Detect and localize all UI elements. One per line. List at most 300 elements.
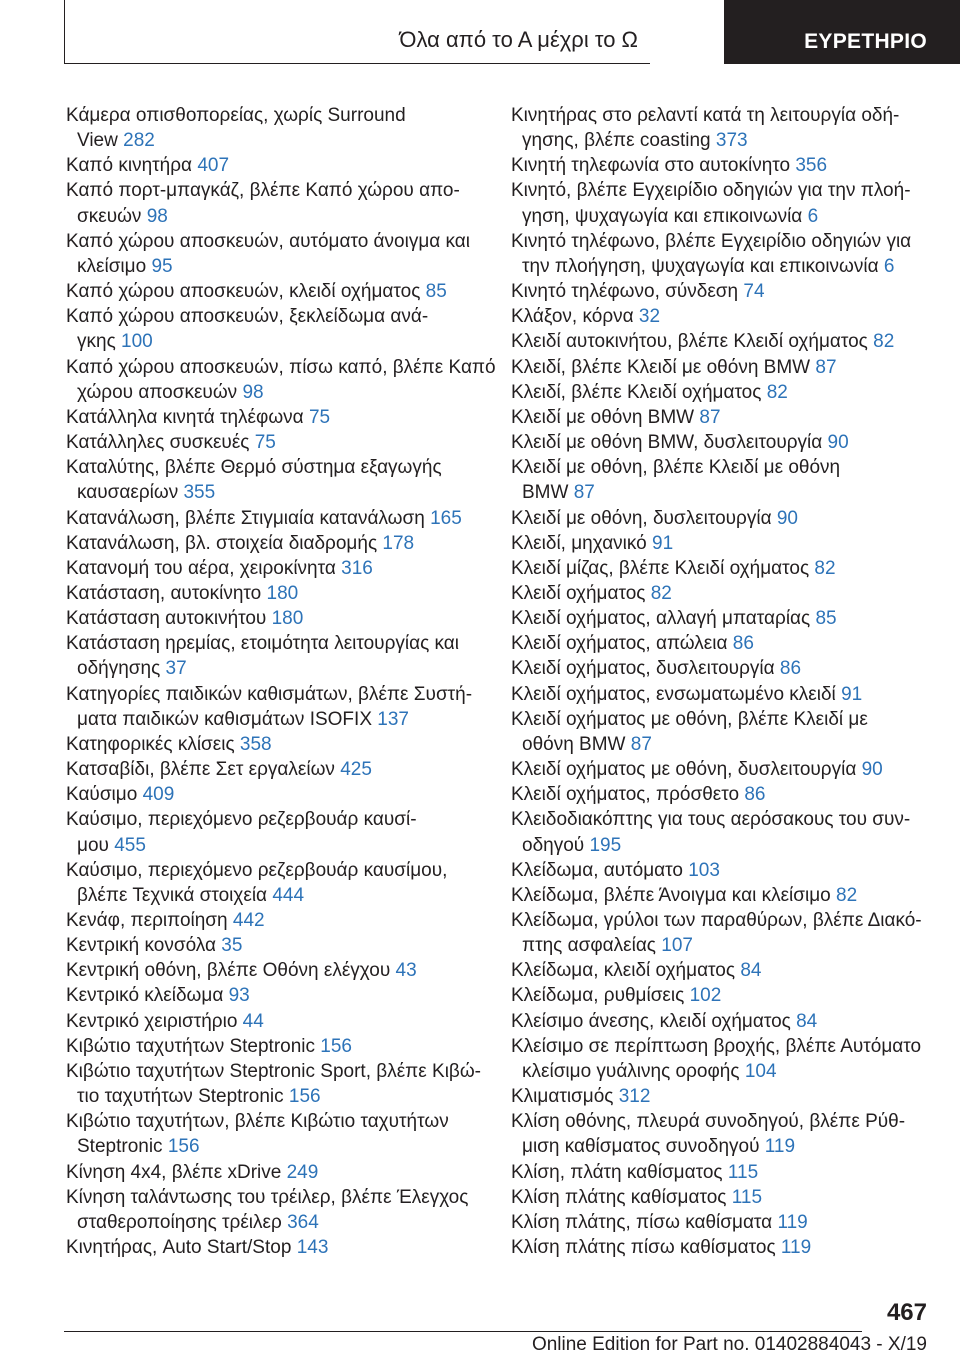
index-page-link[interactable]: 119 [764, 1136, 796, 1158]
index-entry-text [511, 329, 931, 354]
index-entry [511, 355, 931, 380]
index-entry-text: Κλειδί με οθόνη, βλέπε Κλειδί με οθόνη [511, 457, 841, 479]
index-entry-text: Καπό χώρου αποσκευών, πίσω καπό, βλέπε Καπό [66, 356, 496, 378]
index-page-link[interactable]: 82 [873, 331, 895, 353]
index-entry-text [511, 380, 931, 405]
index-entry-term: Κλείδωμα, ρυθμίσεις [511, 985, 685, 1007]
index-page-link[interactable]: 85 [425, 281, 447, 303]
index-entry [66, 430, 486, 455]
index-entry [66, 958, 486, 983]
index-entry-term: Κεντρικό κλείδωμα [66, 985, 224, 1007]
index-page-link[interactable]: 165 [430, 507, 462, 529]
index-entry [511, 279, 931, 304]
index-page-link[interactable]: 103 [688, 859, 720, 881]
index-page-link[interactable]: 364 [287, 1211, 319, 1233]
index-entry-text [66, 1210, 486, 1235]
index-page-link[interactable]: 143 [296, 1237, 329, 1259]
index-entry [66, 1059, 486, 1109]
index-entry-term: γησης, βλέπε coasting [522, 130, 711, 152]
index-entry-term: Κλίση πλάτης, πίσω καθίσματα [511, 1211, 773, 1233]
index-column-left [66, 103, 496, 1260]
index-page-link[interactable]: 356 [795, 155, 828, 177]
index-entry [511, 908, 931, 958]
index-entry-text [511, 254, 931, 279]
index-entry-term: Κατηφορικές κλίσεις [66, 733, 235, 755]
index-entry [66, 103, 486, 153]
index-entry-term: σταθεροποίησης τρέιλερ [77, 1211, 282, 1233]
index-entry [511, 329, 931, 354]
index-entry-text [66, 1160, 486, 1185]
index-entry-term: μου [77, 834, 109, 856]
index-entry-text: Κιβώτιο ταχυτήτων Steptronic Sport, βλέπε Κιβώ- [66, 1060, 482, 1082]
index-page-link[interactable]: 82 [814, 557, 836, 579]
index-page-link[interactable]: 178 [382, 532, 415, 554]
index-entry [66, 983, 486, 1008]
index-entry [66, 304, 486, 354]
index-entry-term: Κατανομή του αέρα, χειροκίνητα [66, 557, 336, 579]
index-page-link[interactable]: 137 [377, 708, 409, 730]
index-entry-text [66, 656, 486, 681]
index-entry [511, 103, 931, 153]
index-entry-term: πτης ασφαλείας [522, 935, 656, 957]
index-entry [66, 1034, 486, 1059]
index-page-link[interactable]: 95 [151, 255, 173, 277]
index-entry-text [511, 782, 931, 807]
index-entry-text [511, 682, 931, 707]
index-entry [511, 807, 931, 857]
index-entry-term: οθόνη BMW [522, 733, 626, 755]
index-entry-text: Καύσιμο, περιεχόμενο ρεζερβουάρ καυσί- [66, 809, 417, 831]
index-entry-text [66, 1034, 486, 1059]
index-entry-term: Κατάσταση αυτοκινήτου [66, 608, 267, 630]
index-entry-term: Κατσαβίδι, βλέπε Σετ εργαλείων [66, 759, 335, 781]
index-entry-text [66, 279, 486, 304]
index-entry-text [511, 1009, 931, 1034]
index-entry-text [511, 1084, 931, 1109]
index-entry-text [511, 1160, 931, 1185]
index-entry-text: Καύσιμο, περιεχόμενο ρεζερβουάρ καυσίμου, [66, 859, 448, 881]
index-entry-text [511, 405, 931, 430]
index-entry-text [66, 380, 486, 405]
index-entry-text [511, 480, 931, 505]
index-entry-term: γηση, ψυχαγωγία και επικοινωνία [522, 205, 803, 227]
index-entry-text [66, 732, 486, 757]
index-page-link[interactable]: 35 [221, 935, 243, 957]
index-entry-text [511, 1134, 931, 1159]
index-entry-term: Κλειδί οχήματος, απώλεια [511, 633, 728, 655]
index-entry [66, 405, 486, 430]
index-entry [511, 1084, 931, 1109]
index-page-link[interactable]: 6 [807, 205, 819, 227]
index-entry-text: Κινητό τηλέφωνο, βλέπε Εγχειρίδιο οδηγιών για [511, 230, 912, 252]
index-entry [66, 506, 486, 531]
index-entry-term: Κατάλληλα κινητά τηλέφωνα [66, 406, 304, 428]
index-entry [66, 153, 486, 178]
index-entry-text [511, 1185, 931, 1210]
index-entry-term: Καπό χώρου αποσκευών, κλειδί οχήματος [66, 281, 421, 303]
index-page-link[interactable]: 107 [661, 935, 693, 957]
index-entry-term: Κλειδί οχήματος, ενσωματωμένο κλειδί [511, 683, 836, 705]
index-page-link[interactable]: 32 [638, 306, 661, 328]
index-entry-text: Κατάσταση ηρεμίας, ετοιμότητα λειτουργίας και [66, 633, 459, 655]
index-entry-text [66, 1235, 486, 1260]
index-entry [66, 732, 486, 757]
index-entry-term: Κλειδί οχήματος, πρόσθετο [511, 784, 740, 806]
index-page-link[interactable]: 85 [815, 608, 837, 630]
index-page-link[interactable]: 84 [740, 960, 762, 982]
index-page-link[interactable]: 425 [340, 759, 372, 781]
index-entry-term: Κεντρικό χειριστήριο [66, 1010, 238, 1032]
index-entry-text [511, 1210, 931, 1235]
index-entry-term: Κλίση πλάτης καθίσματος [511, 1186, 727, 1208]
index-page-link[interactable]: 282 [123, 130, 155, 152]
index-entry-text [511, 958, 931, 983]
index-entry-term: Κατανάλωση, βλέπε Στιγμιαία κατανάλωση [66, 507, 425, 529]
index-page-link[interactable]: 82 [836, 884, 858, 906]
index-entry [66, 1109, 486, 1159]
index-entry [511, 1160, 931, 1185]
index-page-link[interactable]: 180 [266, 582, 299, 604]
index-entry-term: Καπό κινητήρα [66, 155, 193, 177]
index-entry-term: οδηγού [522, 834, 585, 856]
index-entry-term: BMW [522, 482, 569, 504]
index-page-link[interactable]: 358 [239, 733, 272, 755]
index-entry-term: την πλοήγηση, ψυχαγωγία και επικοινωνία [522, 255, 879, 277]
index-page-link[interactable]: 82 [766, 381, 788, 403]
index-entry-term: Κλάξον, κόρνα [511, 306, 634, 328]
index-entry [66, 908, 486, 933]
index-entry-term: Κατάλληλες συσκευές [66, 432, 250, 454]
index-entry-text [66, 556, 486, 581]
index-entry [511, 229, 931, 279]
index-entry [511, 1109, 931, 1159]
index-entry [511, 1235, 931, 1260]
index-entry [511, 1009, 931, 1034]
index-entry-text: Κλείδωμα, γρύλοι των παραθύρων, βλέπε Διακό- [511, 910, 922, 931]
index-entry-text: Κλείσιμο σε περίπτωση βροχής, βλέπε Αυτόματο [511, 1035, 922, 1057]
index-entry-text [66, 153, 486, 178]
index-entry-term: καυσαερίων [77, 482, 179, 504]
index-entry-text: Κινητό, βλέπε Εγχειρίδιο οδηγιών για την πλοή- [511, 180, 911, 202]
index-entry-term: Κλειδί οχήματος [511, 582, 646, 604]
index-entry-text [66, 254, 486, 279]
index-entry [66, 178, 486, 228]
index-page-link[interactable]: 6 [883, 255, 895, 277]
header-title: Όλα από το Α μέχρι το Ω [399, 27, 638, 52]
header-section-band [724, 0, 960, 64]
index-entry-text: Κάμερα οπισθοπορείας, χωρίς Surround [66, 105, 406, 126]
index-page-link[interactable]: 43 [395, 960, 417, 982]
index-entry-text [66, 883, 486, 908]
index-entry-text [66, 983, 486, 1008]
index-page-link[interactable]: 102 [689, 985, 722, 1007]
index-page-link[interactable]: 86 [732, 633, 754, 655]
index-entry-text: Κλίση οθόνης, πλευρά συνοδηγού, βλέπε Ρύθ- [511, 1111, 906, 1133]
index-page-link[interactable]: 98 [242, 381, 264, 403]
index-entry-text [66, 430, 486, 455]
index-entry-term: οδήγησης [77, 658, 161, 680]
index-entry-text: Κλειδί οχήματος με οθόνη, βλέπε Κλειδί με [511, 708, 868, 730]
index-page-link[interactable]: 373 [715, 130, 748, 152]
index-entry-term: Κλειδί με οθόνη, δυσλειτουργία [511, 507, 772, 529]
index-entry [511, 782, 931, 807]
index-page-link[interactable]: 44 [242, 1010, 264, 1032]
index-entry-text [66, 782, 486, 807]
index-entry-text [511, 631, 931, 656]
index-entry-text [66, 581, 486, 606]
index-page-link[interactable]: 444 [272, 884, 305, 906]
index-page-link[interactable]: 87 [630, 733, 652, 755]
index-entry-text [511, 153, 931, 178]
index-entry-text [66, 329, 486, 354]
index-entry [511, 656, 931, 681]
index-page-link[interactable]: 316 [341, 557, 373, 579]
index-entry-term: Κεντρική οθόνη, βλέπε Οθόνη ελέγχου [66, 960, 391, 982]
index-entry-text [511, 757, 931, 782]
index-entry-text [66, 933, 486, 958]
index-entry-term: Κεντρική κονσόλα [66, 935, 216, 957]
index-page-link[interactable]: 407 [197, 155, 230, 177]
index-entry-term: Κλίση πλάτης πίσω καθίσματος [511, 1237, 776, 1259]
index-entry-term: Κιβώτιο ταχυτήτων Steptronic [66, 1035, 316, 1057]
index-entry-text [511, 204, 931, 229]
index-page-link[interactable]: 115 [731, 1186, 763, 1208]
index-entry-text: Κινητήρας στο ρελαντί κατά τη λειτουργία οδή- [511, 105, 900, 126]
index-entry-text: Κίνηση ταλάντωσης του τρέιλερ, βλέπε Έλεγχος [66, 1186, 469, 1208]
index-entry [511, 455, 931, 505]
index-entry [511, 983, 931, 1008]
index-entry [66, 606, 486, 631]
index-entry-text [511, 556, 931, 581]
index-entry-text [511, 732, 931, 757]
index-page-link[interactable]: 75 [308, 406, 331, 428]
index-entry-term: Κλειδί, βλέπε Κλειδί οχήματος [511, 381, 762, 403]
index-entry-term: Κίνηση 4x4, βλέπε xDrive [66, 1161, 282, 1183]
index-page-link[interactable]: 90 [776, 507, 798, 529]
index-entry-text [66, 204, 486, 229]
index-entry-term: Κινητήρας, Auto Start/Stop [66, 1237, 292, 1259]
index-entry-text: Κατηγορίες παιδικών καθισμάτων, βλέπε Συστή- [66, 683, 473, 705]
index-entry [511, 883, 931, 908]
index-entry [66, 858, 486, 908]
index-entry-text [511, 933, 931, 958]
index-page-link[interactable]: 82 [650, 582, 672, 604]
index-entry-text [511, 606, 931, 631]
index-page-link[interactable]: 355 [183, 482, 216, 504]
index-entry-text [66, 405, 486, 430]
index-entry-text [66, 1134, 486, 1159]
footer-edition-text: Online Edition for Part no. 01402884043 - X/19 [531, 1334, 927, 1355]
index-page-link[interactable]: 87 [699, 406, 721, 428]
index-entry-term: Κλειδί οχήματος, δυσλειτουργία [511, 658, 775, 680]
index-entry-term: κλείσιμο [77, 255, 147, 277]
index-entry-text [66, 1084, 486, 1109]
index-entry-text [66, 757, 486, 782]
index-page-link[interactable]: 100 [121, 331, 153, 353]
index-entry-term: Κλείδωμα, κλειδί οχήματος [511, 960, 736, 982]
index-page-link[interactable]: 93 [228, 985, 250, 1007]
index-entry-term: View [77, 130, 118, 152]
header-title-box [64, 0, 650, 64]
index-page-link[interactable]: 86 [744, 784, 766, 806]
index-page-link[interactable]: 455 [114, 834, 146, 856]
index-page-link[interactable]: 84 [796, 1010, 818, 1032]
index-column-right [511, 103, 931, 1260]
index-page-link[interactable]: 156 [320, 1035, 352, 1057]
index-entry-term: Κατανάλωση, βλ. στοιχεία διαδρομής [66, 532, 378, 554]
index-entry [66, 531, 486, 556]
index-entry [511, 531, 931, 556]
index-entry [66, 682, 486, 732]
index-entry-term: ματα παιδικών καθισμάτων ISOFIX [77, 708, 372, 730]
index-page-link[interactable]: 119 [777, 1211, 808, 1233]
index-page-link[interactable]: 87 [815, 356, 837, 378]
index-entry [511, 1185, 931, 1210]
index-entry-term: γκης [77, 331, 116, 353]
index-entry-text [511, 279, 931, 304]
index-entry [511, 858, 931, 883]
index-entry-text [66, 707, 486, 732]
index-entry-term: Κλιματισμός [511, 1086, 614, 1108]
index-entry-term: βλέπε Τεχνικά στοιχεία [77, 884, 268, 906]
index-page-link[interactable]: 156 [167, 1136, 200, 1158]
index-page-link[interactable]: 442 [232, 910, 265, 931]
index-entry-text [66, 1009, 486, 1034]
index-page-link[interactable]: 75 [254, 432, 276, 454]
index-entry [66, 1185, 486, 1235]
index-page-link[interactable]: 90 [827, 432, 849, 454]
index-entry [511, 1210, 931, 1235]
index-page-link[interactable]: 37 [165, 658, 187, 680]
index-entry [511, 1034, 931, 1084]
index-entry [511, 682, 931, 707]
index-entry-term: Κλείσιμο άνεσης, κλειδί οχήματος [511, 1010, 791, 1032]
index-entry [66, 455, 486, 505]
index-entry [511, 556, 931, 581]
index-entry-term: σκευών [77, 205, 142, 227]
index-entry-term: μιση καθίσματος συνοδηγού [522, 1136, 760, 1158]
index-entry [511, 631, 931, 656]
index-entry-text [66, 128, 486, 153]
index-page-link[interactable]: 312 [618, 1086, 651, 1108]
index-entry-term: Steptronic [77, 1136, 163, 1158]
index-entry [66, 933, 486, 958]
index-entry [511, 506, 931, 531]
index-entry-text [511, 531, 931, 556]
index-entry-text [66, 480, 486, 505]
index-entry-term: Κλειδί, βλέπε Κλειδί με οθόνη BMW [511, 356, 811, 378]
index-entry-term: Κλειδί, μηχανικό [511, 532, 647, 554]
index-entry-term: Κλειδί με οθόνη BMW, δυσλειτουργία [511, 432, 823, 454]
index-entry-text [511, 304, 931, 329]
index-entry-term: Καύσιμο [66, 784, 138, 806]
index-entry [511, 757, 931, 782]
index-entry [511, 380, 931, 405]
index-page-link[interactable]: 86 [779, 658, 802, 680]
index-entry-term: Κενάφ, περιποίηση [66, 910, 228, 931]
index-entry-term: Κλείδωμα, βλέπε Άνοιγμα και κλείσιμο [511, 884, 831, 906]
index-entry-text [511, 1235, 931, 1260]
index-entry-text [66, 531, 486, 556]
index-entry-term: Κατάσταση, αυτοκίνητο [66, 582, 262, 604]
index-entry-text [66, 506, 486, 531]
index-page-link[interactable]: 91 [652, 532, 674, 554]
header-section-label: ΕΥΡΕΤΗΡΙΟ [804, 30, 927, 53]
index-entry [66, 757, 486, 782]
index-entry [66, 279, 486, 304]
index-entry [511, 178, 931, 228]
index-page-link[interactable]: 87 [573, 482, 595, 504]
index-entry [66, 807, 486, 857]
index-entry [511, 304, 931, 329]
index-entry-term: κλείσιμο γυάλινης οροφής [522, 1060, 740, 1082]
index-page-link[interactable]: 91 [841, 683, 863, 705]
index-entry-text: Καπό πορτ-μπαγκάζ, βλέπε Καπό χώρου απο- [66, 180, 460, 202]
index-entry-text: Καπό χώρου αποσκευών, αυτόματο άνοιγμα και [66, 230, 471, 252]
index-entry [66, 1160, 486, 1185]
index-page-link[interactable]: 249 [286, 1161, 319, 1183]
index-entry-term: Κλίση, πλάτη καθίσματος [511, 1161, 723, 1183]
index-entry [66, 556, 486, 581]
index-page-link[interactable]: 156 [288, 1086, 321, 1108]
index-entry-text [511, 506, 931, 531]
index-entry [66, 229, 486, 279]
index-entry [66, 1009, 486, 1034]
index-entry [66, 355, 496, 405]
index-entry [511, 405, 931, 430]
index-entry-term: τιο ταχυτήτων Steptronic [77, 1086, 284, 1108]
index-entry-term: Κλείδωμα, αυτόματο [511, 859, 683, 881]
index-entry-text [511, 430, 931, 455]
index-entry-term: Κλειδί αυτοκινήτου, βλέπε Κλειδί οχήματος [511, 331, 868, 353]
index-page-link[interactable]: 104 [744, 1060, 777, 1082]
index-entry [66, 631, 486, 681]
index-page-link[interactable]: 90 [861, 759, 883, 781]
index-entry-text [511, 128, 931, 153]
index-entry [511, 958, 931, 983]
index-entry-term: Κινητό τηλέφωνο, σύνδεση [511, 281, 739, 303]
index-entry-text [511, 1059, 931, 1084]
index-page-link[interactable]: 115 [727, 1161, 759, 1183]
index-page-link[interactable]: 98 [146, 205, 168, 227]
index-page-link[interactable]: 409 [142, 784, 175, 806]
index-entry-text: Κιβώτιο ταχυτήτων, βλέπε Κιβώτιο ταχυτήτων [66, 1111, 449, 1133]
index-entry-text [66, 833, 486, 858]
index-entry-text [511, 833, 931, 858]
index-page-link[interactable]: 195 [589, 834, 622, 856]
index-page-link[interactable]: 180 [271, 608, 304, 630]
index-entry [66, 1235, 486, 1260]
index-entry-text [66, 606, 486, 631]
index-entry [66, 581, 486, 606]
index-entry [66, 782, 486, 807]
index-entry-text: Κλειδοδιακόπτης για τους αερόσακους του συν- [511, 809, 911, 831]
index-entry-term: Κινητή τηλεφωνία στο αυτοκίνητο [511, 155, 791, 177]
index-entry [511, 581, 931, 606]
index-entry-text [66, 958, 486, 983]
index-page-link[interactable]: 119 [780, 1237, 812, 1259]
index-entry-text [66, 908, 486, 933]
index-entry-term: Κλειδί οχήματος με οθόνη, δυσλειτουργία [511, 759, 857, 781]
index-entry [511, 153, 931, 178]
index-entry [511, 707, 931, 757]
index-page-link[interactable]: 74 [743, 281, 765, 303]
index-entry-term: Κλειδί οχήματος, αλλαγή μπαταρίας [511, 608, 811, 630]
index-entry-text [511, 581, 931, 606]
index-entry [511, 430, 931, 455]
index-entry-text [511, 656, 931, 681]
index-entry-text [511, 983, 931, 1008]
